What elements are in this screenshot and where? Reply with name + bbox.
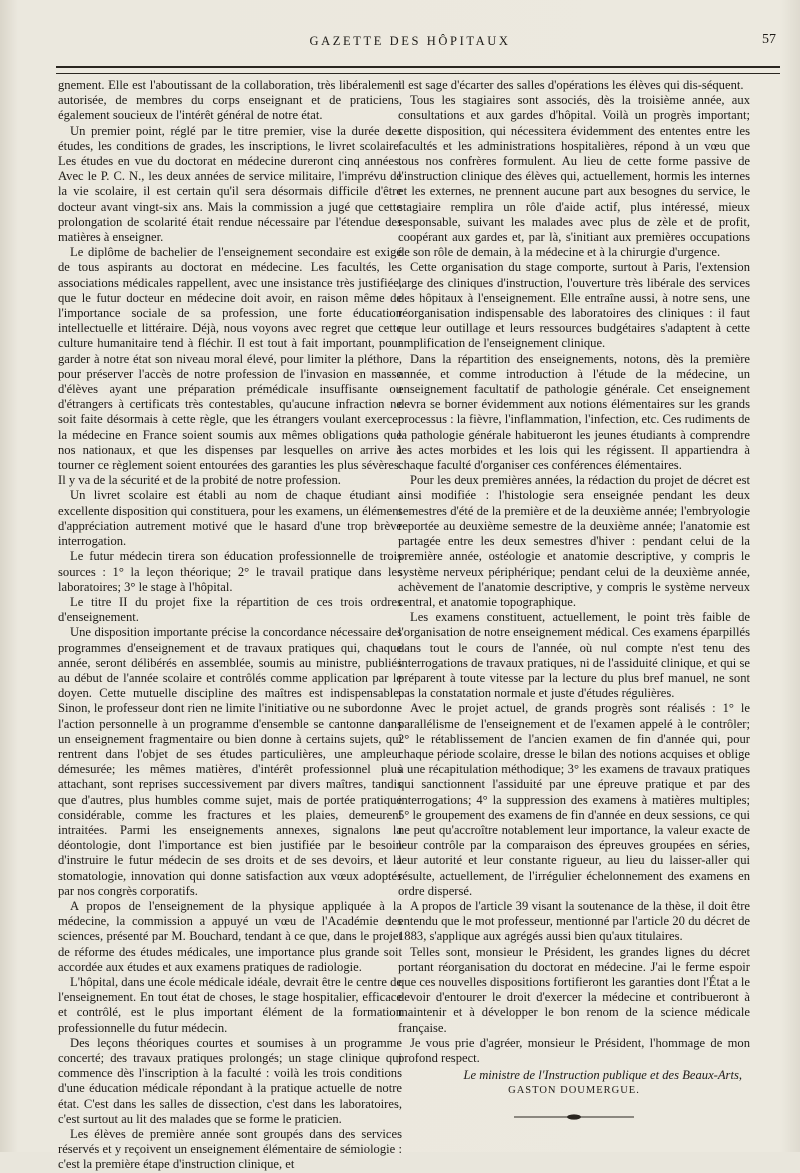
- page-header: [40, 30, 780, 54]
- paragraph: Tous les stagiaires sont associés, dès la troisième année, aux consultations et aux gardes d'hôpital. Voilà un progrès important; cette disposition, qui nécessitera évidemment des ententes entre les facultés et les administrations hospitalières, répond à un vœu que tous nos confrères formulent. Au lieu de cette forme passive de l'instruction clinique des élèves qui, actuellement, hormis les internes et les externes, ne prennent aucune part aux besognes du service, le stagiaire remplira un rôle d'aide actif, plus intéressé, mieux responsable, suivant les malades avec plus de zèle et de profit, coopérant aux gardes et, par là, s'initiant aux premières occupations de son rôle de demain, à la médecine et à la chirurgie d'urgence.: [398, 93, 750, 260]
- paragraph: Une disposition importante précise la concordance nécessaire des programmes d'enseignement et de travaux pratiques qui, chaque année, seront délibérés en assemblée, soumis au ministre, publiés au début de l'année scolaire et contrôlés comme application par le doyen. Cette mutuelle discipline des maîtres est indispensable. Sinon, le professeur dont rien ne limite l'initiative ou ne subordonne l'action personnelle à un programme d'ensemble se cantonne dans un enseignement fragmentaire ou bien donne à certains sujets, qui rentrent dans l'objet de ses études particulières, une ampleur démesurée; les mêmes matières, d'intérêt professionnel plus attachant, sont reprises successivement par divers maîtres, tandis que d'autres, plus humbles comme sujet, mais de portée pratique considérable, comme les fractures et les plaies, demeurent intraitées. Parmi les enseignements annexes, signalons la déontologie, dont l'importance est bien justifiée par le besoin d'instruire le futur médecin de ses droits et de ses devoirs, et la stomatologie, innovation qui donne satisfaction aux vœux adoptés par nos congrès corporatifs.: [58, 625, 402, 898]
- right-column-body: [398, 78, 750, 1066]
- running-title: GAZETTE DES HÔPITAUX: [309, 34, 511, 48]
- left-column: [58, 78, 402, 1173]
- paragraph: Telles sont, monsieur le Président, les grandes lignes du décret portant réorganisation du doctorat en médecine. J'ai le ferme espoir que ces nouvelles dispositions fortifieront les garanties dont l'État a le devoir d'entourer le droit d'exercer la médecine et contribueront à maintenir et à développer le bon renom de la science médicale française.: [398, 944, 751, 1035]
- closing-ornament: [514, 1113, 634, 1121]
- paragraph: A propos de l'article 39 visant la soutenance de la thèse, il doit être entendu que le mot professeur, mentionné par l'article 20 du décret de 1883, s'applique aux agrégés aussi bien qu'aux titulaires.: [398, 898, 750, 944]
- paragraph: L'hôpital, dans une école médicale idéale, devrait être le centre de l'enseignement. En tout état de choses, le stage hospitalier, efficace et contrôlé, est le plus important élément de la formation professionnelle du futur médecin.: [58, 974, 402, 1035]
- paragraph: Avec le projet actuel, de grands progrès sont réalisés : 1° le parallélisme de l'enseignement et de l'examen appelé à le contrôler; 2° le rétablissement de l'ancien examen de fin d'année qui, pour chaque période scolaire, dresse le bilan des notions acquises et oblige à une récapitulation méthodique; 3° les examens de travaux pratiques qui sanctionnent l'assiduité par une épreuve pratique et par des interrogations; 4° la suppression des examens à matières multiples; 5° le groupement des examens de fin d'année en deux sessions, ce qui ne peut qu'accroître notablement leur importance, la valeur exacte de leur contrôle par la comparaison des épreuves groupées en séries, leur autorité et leur constante rigueur, au lieu du laisser-aller qui résulte, actuellement, de l'irrégulier échelonnement des examens en ordre dispersé.: [398, 701, 750, 898]
- paragraph: Un livret scolaire est établi au nom de chaque étudiant : excellente disposition qui constituera, pour les examens, un élément d'appréciation autrement motivé que le hasard d'une trop brève interrogation.: [58, 488, 402, 549]
- paragraph: Pour les deux premières années, la rédaction du projet de décret est ainsi modifiée : l'histologie sera enseignée pendant les deux semestres d'été de la première et de la deuxième année; l'embryologie reportée au deuxième semestre de la deuxième année; l'anatomie est partagée entre les deux semestres d'hiver : pendant celui de la première année, ostéologie et anatomie descriptive, y compris le système nerveux périphérique; pendant celui de la deuxième année, achèvement de l'anatomie descriptive, y compris le système nerveux central, et anatomie topographique.: [398, 473, 750, 609]
- paragraph: Je vous prie d'agréer, monsieur le Président, l'hommage de mon profond respect.: [398, 1035, 750, 1065]
- paragraph: Cette organisation du stage comporte, surtout à Paris, l'extension large des cliniques d'instruction, l'ouverture très libérale des services des hôpitaux à l'enseignement. Elle entraîne aussi, à notre sens, une réorganisation indispensable des laboratoires des cliniques : il faut que leur outillage et leurs ressources budgétaires s'adaptent à cette amplification de l'enseignement clinique.: [398, 260, 750, 351]
- paragraph: il est sage d'écarter des salles d'opérations les élèves qui dis-séquent.: [398, 78, 744, 92]
- paragraph: Le futur médecin tirera son éducation professionnelle de trois sources : 1° la leçon théorique; 2° le travail pratique dans les laboratoires; 3° le stage à l'hôpital.: [58, 549, 402, 594]
- right-column: [398, 78, 750, 1121]
- paragraph: Les élèves de première année sont groupés dans des services réservés et y reçoivent un enseignement élémentaire de sémiologie : c'est la première étape d'instruction clinique, et: [58, 1127, 402, 1172]
- signature-title: Le ministre de l'Instruction publique et des Beaux-Arts,: [463, 1068, 742, 1083]
- paragraph: Le titre II du projet fixe la répartition de ces trois ordres d'enseignement.: [58, 594, 402, 625]
- signature-name: GASTON DOUMERGUE.: [508, 1085, 640, 1097]
- page-number: 57: [762, 32, 776, 47]
- paragraph: Des leçons théoriques courtes et soumises à un programme concerté; des travaux pratiques prolongés; un stage clinique qui commence dès l'inscription à la faculté : voilà les trois conditions d'une éducation médicale répondant à la pratique actuelle de notre état. C'est dans les salles de dissection, c'est dans les laboratoires, c'est surtout au lit des malades que se forme le praticien.: [58, 1035, 402, 1126]
- paragraph: A propos de l'enseignement de la physique appliquée à la médecine, la commission a appuyé un vœu de l'Académie des sciences, présenté par M. Bouchard, tendant à ce que, dans le projet de réforme des études médicales, une importance plus grande soit accordée aux études et aux examens pratiques de radiologie.: [58, 898, 402, 974]
- paragraph: Dans la répartition des enseignements, notons, dès la première année, et comme introduction à l'étude de la médecine, un enseignement facultatif de pathologie générale. Cet enseignement devra se borner évidemment aux notions élémentaires sur les grands processus : la fièvre, l'inflammation, l'infection, etc. Ces rudiments de la pathologie générale habitueront les jeunes étudiants à comprendre les actes morbides et les lois qui les régissent. Il appartiendra à chaque faculté d'organiser ces conférences élémentaires.: [398, 351, 750, 473]
- paragraph: Les examens constituent, actuellement, le point très faible de l'organisation de notre enseignement médical. Ces examens éparpillés dans tout le cours de l'année, où nul compte n'est tenu des interrogations de travaux pratiques, ni de l'assiduité clinique, et qui se préparent à toute vitesse par la lecture du plus bref manuel, ne sont pas la constatation normale et juste d'études régulières.: [398, 610, 750, 701]
- header-rule: [56, 66, 780, 74]
- paragraph: gnement. Elle est l'aboutissant de la collaboration, très libéralement autorisée, de membres du corps enseignant et de praticiens, également soucieux de l'intérêt général de notre état.: [58, 78, 402, 123]
- paragraph: Le diplôme de bachelier de l'enseignement secondaire est exigé de tous aspirants au doctorat en médecine. Les facultés, les associations médicales rappellent, avec une insistance très justifiée, que le futur docteur en médecine doit avoir, en raison même de l'importance sociale de sa profession, une forte éducation intellectuelle et littéraire. Déjà, nous voyons avec regret que cette culture humanitaire tend à fléchir. Il est tout à fait important, pour garder à notre état son niveau moral élevé, pour limiter la pléthore, pour préserver l'accès de notre profession de l'invasion en masse d'élèves ayant une préparation prémédicale insuffisante ou d'étrangers à certificats très contestables, qu'aucune infraction ne soit faite désormais à cette règle, que les étrangers voulant exercer la médecine en France soient soumis aux mêmes obligations que nos nationaux, et que les dispenses par lesquelles on arrive à tourner ce règlement soient entourées des garanties les plus sévères. Il y va de la sécurité et de la probité de notre profession.: [58, 245, 402, 488]
- paragraph: Un premier point, réglé par le titre premier, vise la durée des études, les conditions de grades, les inscriptions, le livret scolaire. Les études en vue du doctorat en médecine dureront cinq années. Avec le P. C. N., les deux années de service militaire, l'imprévu de la vie scolaire, il est certain qu'il sera désormais difficile d'être docteur avant vingt-six ans. Mais la commission a jugé que cette prolongation de scolarité était rendue nécessaire par l'étendue des matières à enseigner.: [58, 123, 402, 245]
